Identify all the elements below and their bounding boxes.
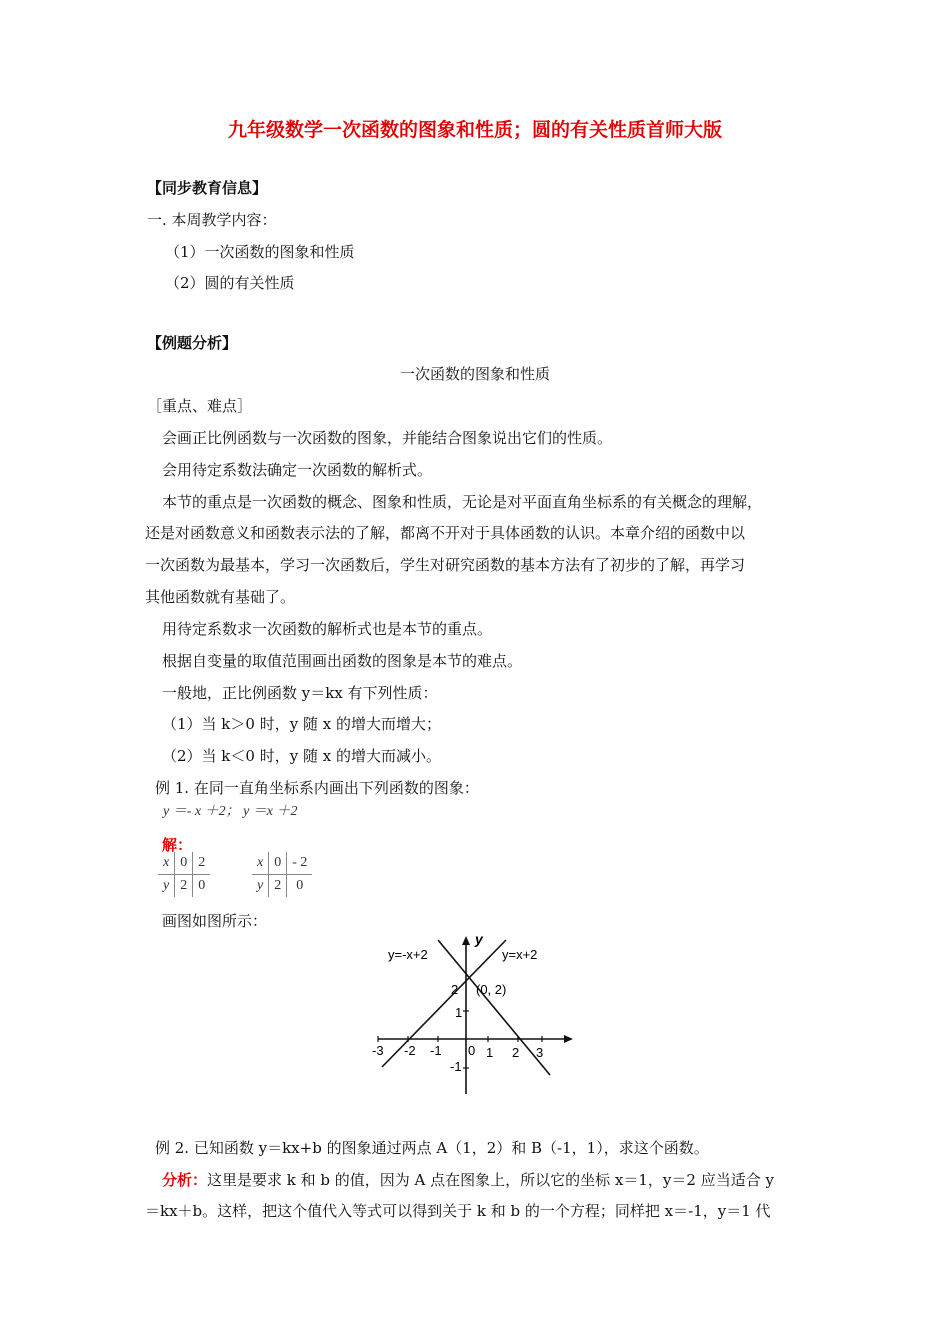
- page-title: 九年级数学一次函数的图象和性质；圆的有关性质首师大版: [227, 119, 722, 141]
- table-cell: 0: [269, 852, 287, 875]
- y-tick-label: -1: [450, 1059, 462, 1074]
- analysis-text: 这里是要求 k 和 b 的值，因为 A 点在图象上，所以它的坐标 x＝1，y＝2 应当适合 y: [207, 1171, 774, 1189]
- draw-note: 画图如图所示：: [162, 912, 268, 930]
- teaching-content-item: 一. 本周教学内容：: [147, 211, 277, 229]
- table-cell: - 2: [287, 852, 313, 875]
- property-item: （1）当 k＞0 时，y 随 x 的增大而增大；: [162, 715, 441, 733]
- y-tick-label: 1: [455, 1005, 463, 1020]
- analysis-label: 分析：: [162, 1171, 208, 1189]
- paragraph: 其他函数就有基础了。: [145, 588, 296, 606]
- x-tick-label: 1: [486, 1045, 494, 1060]
- x-tick-label: 0: [468, 1043, 476, 1058]
- point-label: (0, 2): [476, 982, 507, 997]
- sync-info-heading: 【同步教育信息】: [147, 179, 268, 197]
- table-cell: 0: [198, 878, 206, 893]
- teaching-content-item-2: （2）圆的有关性质: [165, 274, 295, 292]
- section-subtitle: 一次函数的图象和性质: [399, 365, 550, 383]
- table-cell: 0: [296, 878, 304, 893]
- table-cell: 2: [175, 875, 193, 898]
- key-points-label: ［重点、难点］: [147, 397, 253, 415]
- table-header: x: [252, 852, 269, 875]
- examples-heading: 【例题分析】: [147, 334, 238, 352]
- x-tick-label: 2: [512, 1045, 520, 1060]
- paragraph: 一次函数为最基本，学习一次函数后，学生对研究函数的基本方法有了初步的了解，再学习: [145, 556, 746, 574]
- paragraph: 还是对函数意义和函数表示法的了解，都离不开对于具体函数的认识。本章介绍的函数中以: [145, 524, 746, 542]
- analysis-line-1: [162, 1170, 774, 1190]
- example-1-formula: y ＝- x ＋2； y ＝x ＋2: [163, 804, 298, 819]
- x-tick-label: 3: [536, 1045, 544, 1060]
- table-cell: 2: [193, 852, 211, 875]
- paragraph: 会画正比例函数与一次函数的图象，并能结合图象说出它们的性质。: [162, 429, 613, 447]
- x-tick-label: -1: [430, 1043, 442, 1058]
- paragraph: 会用待定系数法确定一次函数的解析式。: [162, 461, 433, 479]
- table-cell: 0: [175, 852, 193, 875]
- example-2: 例 2. 已知函数 y＝kx+b 的图象通过两点 A（1，2）和 B（-1，1），求这个函数。: [155, 1139, 709, 1157]
- table-header: y: [252, 875, 269, 898]
- x-axis-arrow-icon: [564, 1035, 573, 1043]
- teaching-content-item-1: （1）一次函数的图象和性质: [165, 243, 355, 261]
- value-table-1: [158, 852, 210, 897]
- table-header: x: [158, 852, 175, 875]
- value-table-2: [252, 852, 312, 897]
- property-item: （2）当 k＜0 时，y 随 x 的增大而减小。: [162, 747, 441, 765]
- paragraph: 一般地，正比例函数 y＝kx 有下列性质：: [162, 684, 438, 702]
- solution-label: 解：: [162, 836, 193, 854]
- x-tick-label: -3: [372, 1043, 384, 1058]
- y-axis-label: y: [475, 931, 483, 947]
- x-tick-label: -2: [404, 1043, 416, 1058]
- function-graph: [370, 928, 585, 1098]
- analysis-line-2: ＝kx＋b。这样，把这个值代入等式可以得到关于 k 和 b 的一个方程；同样把 x＝-1，y＝1 代: [145, 1202, 771, 1220]
- y-tick-label: 2: [451, 982, 459, 997]
- paragraph: 根据自变量的取值范围画出函数的图象是本节的难点。: [162, 652, 523, 670]
- graph-label-left: y=-x+2: [388, 947, 428, 962]
- table-header: y: [158, 875, 175, 898]
- y-axis-arrow-icon: [462, 936, 470, 945]
- paragraph: 用待定系数求一次函数的解析式也是本节的重点。: [162, 620, 493, 638]
- table-cell: 2: [269, 875, 287, 898]
- graph-label-right: y=x+2: [502, 947, 538, 962]
- paragraph: 本节的重点是一次函数的概念、图象和性质，无论是对平面直角坐标系的有关概念的理解，: [162, 493, 763, 511]
- example-1: 例 1. 在同一直角坐标系内画出下列函数的图象：: [155, 779, 479, 797]
